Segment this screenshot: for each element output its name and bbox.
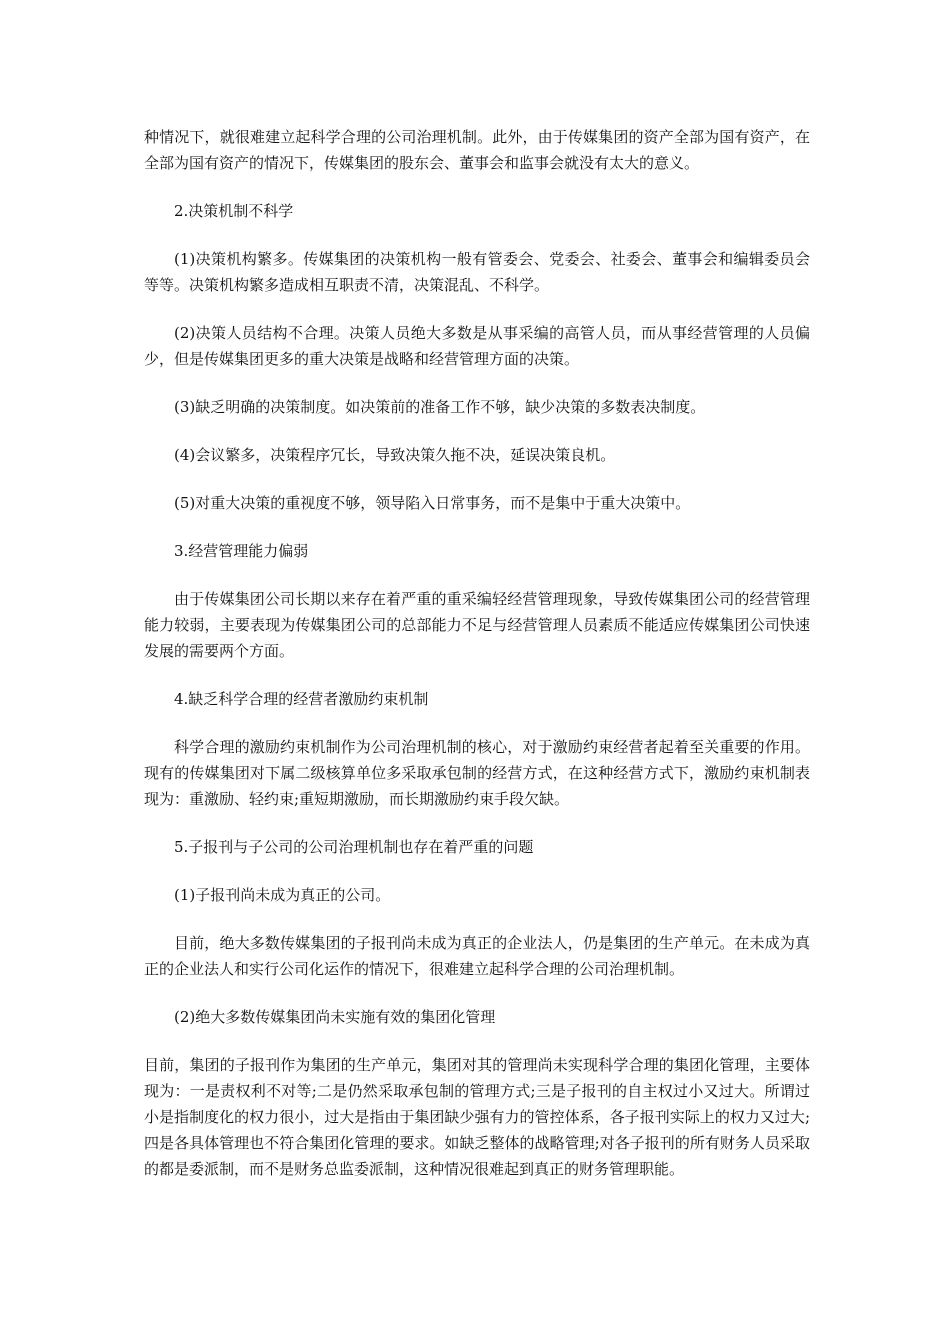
heading-management-capability: 3.经营管理能力偏弱 xyxy=(174,542,309,560)
paragraph-1: 种情况下，就很难建立起科学合理的公司治理机制。此外，由于传媒集团的资产全部为国有资产，在全部为国有资产的情况下，传媒集团的股东会、董事会和监事会就没有太大的意义。 xyxy=(144,128,810,172)
document-body xyxy=(144,124,810,1204)
paragraph-decision-bodies: (1)决策机构繁多。传媒集团的决策机构一般有管委会、党委会、社委会、董事会和编辑委员会等等。决策机构繁多造成相互职责不清，决策混乱、不科学。 xyxy=(144,250,810,294)
heading-decision-mechanism: 2.决策机制不科学 xyxy=(174,202,294,220)
paragraph-management-capability: 由于传媒集团公司长期以来存在着严重的重采编轻经营管理现象，导致传媒集团公司的经营管理能力较弱，主要表现为传媒集团公司的总部能力不足与经营管理人员素质不能适应传媒集团公司快速发展的需要两个方面。 xyxy=(144,590,810,660)
heading-sub-publications: (1)子报刊尚未成为真正的公司。 xyxy=(174,886,391,904)
paragraph-meetings: (4)会议繁多，决策程序冗长，导致决策久拖不决，延误决策良机。 xyxy=(174,446,616,464)
heading-group-management: (2)绝大多数传媒集团尚未实施有效的集团化管理 xyxy=(174,1008,496,1026)
paragraph-incentive-mechanism: 科学合理的激励约束机制作为公司治理机制的核心，对于激励约束经营者起着至关重要的作用。现有的传媒集团对下属二级核算单位多采取承包制的经营方式，在这种经营方式下，激励约束机制表现为：重激励、轻约束;重短期激励，而长期激励约束手段欠缺。 xyxy=(144,738,810,808)
paragraph-group-management: 目前，集团的子报刊作为集团的生产单元，集团对其的管理尚未实现科学合理的集团化管理，主要体现为：一是责权利不对等;二是仍然采取承包制的管理方式;三是子报刊的自主权过小又过大。所谓过小是指制度化的权力很小，过大是指由于集团缺少强有力的管控体系，各子报刊实际上的权力又过大;四是各具体管理也不符合集团化管理的要求。如缺乏整体的战略管理;对各子报刊的所有财务人员采取的都是委派制，而不是财务总监委派制，这种情况很难起到真正的财务管理职能。 xyxy=(144,1056,810,1178)
paragraph-decision-rules: (3)缺乏明确的决策制度。如决策前的准备工作不够，缺少决策的多数表决制度。 xyxy=(174,398,706,416)
heading-subsidiary-governance: 5.子报刊与子公司的公司治理机制也存在着严重的问题 xyxy=(174,838,534,856)
paragraph-major-decisions: (5)对重大决策的重视度不够，领导陷入日常事务，而不是集中于重大决策中。 xyxy=(174,494,691,512)
heading-incentive-mechanism: 4.缺乏科学合理的经营者激励约束机制 xyxy=(174,690,429,708)
paragraph-decision-personnel: (2)决策人员结构不合理。决策人员绝大多数是从事采编的高管人员，而从事经营管理的人员偏少，但是传媒集团更多的重大决策是战略和经营管理方面的决策。 xyxy=(144,324,810,368)
paragraph-sub-publications: 目前，绝大多数传媒集团的子报刊尚未成为真正的企业法人，仍是集团的生产单元。在未成为真正的企业法人和实行公司化运作的情况下，很难建立起科学合理的公司治理机制。 xyxy=(144,934,810,978)
